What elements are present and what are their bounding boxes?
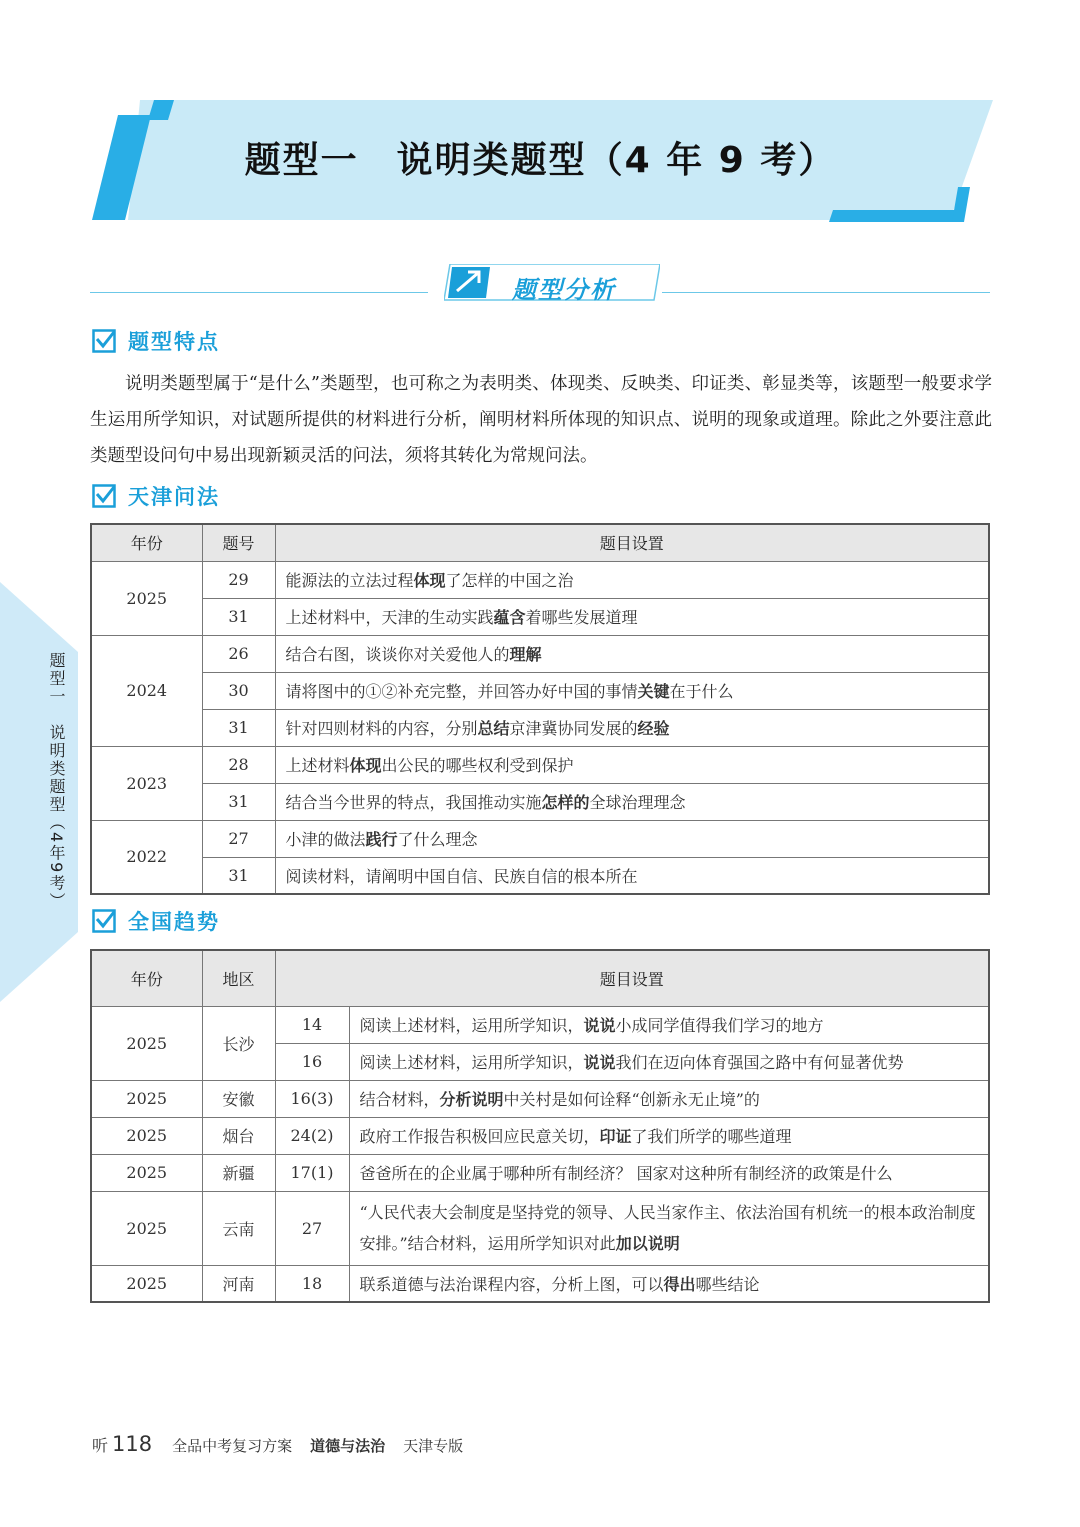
year-cell: 2025	[91, 1265, 202, 1302]
chapter-banner	[88, 100, 993, 225]
question-cell: 阅读材料，请阐明中国自信、民族自信的根本所在	[275, 857, 989, 894]
region-cell: 烟台	[202, 1117, 275, 1154]
number-cell: 31	[202, 709, 275, 746]
question-cell: 上述材料体现出公民的哪些权利受到保护	[275, 746, 989, 783]
analysis-label: 题型分析	[512, 276, 616, 304]
header-region: 地区	[202, 950, 275, 1006]
number-cell: 31	[202, 783, 275, 820]
side-tab-label: 题型一 说明类题型（4年9考）	[47, 652, 66, 911]
number-cell: 16(3)	[275, 1080, 349, 1117]
features-heading-label: 题型特点	[128, 330, 220, 354]
header-question: 题目设置	[275, 950, 989, 1006]
number-cell: 31	[202, 598, 275, 635]
question-cell: 上述材料中，天津的生动实践蕴含着哪些发展道理	[275, 598, 989, 635]
number-cell: 28	[202, 746, 275, 783]
table-row	[91, 783, 989, 820]
number-cell: 26	[202, 635, 275, 672]
divider-line-right	[662, 292, 990, 293]
question-cell: 结合当今世界的特点，我国推动实施怎样的全球治理理念	[275, 783, 989, 820]
header-question: 题目设置	[275, 524, 989, 561]
national-table	[90, 949, 990, 1303]
checkbox-icon	[92, 909, 116, 933]
table-row	[91, 1117, 989, 1154]
checkbox-icon	[92, 484, 116, 508]
header-year: 年份	[91, 950, 202, 1006]
year-cell: 2025	[91, 1191, 202, 1265]
region-cell: 长沙	[202, 1006, 275, 1080]
edition-name: 天津专版	[403, 1437, 464, 1455]
region-cell: 新疆	[202, 1154, 275, 1191]
year-cell: 2025	[91, 1117, 202, 1154]
question-cell: 小津的做法践行了什么理念	[275, 820, 989, 857]
features-heading	[92, 326, 220, 356]
question-cell: 结合材料，分析说明中关村是如何诠释“创新永无止境”的	[349, 1080, 989, 1117]
year-cell: 2023	[91, 746, 202, 820]
national-heading-label: 全国趋势	[128, 910, 220, 934]
question-cell: 阅读上述材料，运用所学知识，说说我们在迈向体育强国之路中有何显著优势	[349, 1043, 989, 1080]
number-cell: 30	[202, 672, 275, 709]
number-cell: 24(2)	[275, 1117, 349, 1154]
table-row	[91, 635, 989, 672]
page-footer	[92, 1432, 463, 1462]
question-cell: 能源法的立法过程体现了怎样的中国之治	[275, 561, 989, 598]
number-cell: 17(1)	[275, 1154, 349, 1191]
table-row	[91, 709, 989, 746]
table-row	[91, 1006, 989, 1043]
year-cell: 2025	[91, 1080, 202, 1117]
year-cell: 2024	[91, 635, 202, 746]
header-year: 年份	[91, 524, 202, 561]
series-name: 全品中考复习方案	[172, 1437, 293, 1455]
number-cell: 16	[275, 1043, 349, 1080]
year-cell: 2025	[91, 561, 202, 635]
question-cell: 爸爸所在的企业属于哪种所有制经济？ 国家对这种所有制经济的政策是什么	[349, 1154, 989, 1191]
national-heading	[92, 906, 220, 936]
divider-line-left	[90, 292, 428, 293]
page-number: 118	[112, 1432, 153, 1456]
question-cell: 阅读上述材料，运用所学知识，说说小成同学值得我们学习的地方	[349, 1006, 989, 1043]
number-cell: 27	[202, 820, 275, 857]
table-row	[91, 672, 989, 709]
table-row	[91, 598, 989, 635]
tianjin-table	[90, 523, 990, 895]
table-row	[91, 1191, 989, 1265]
year-cell: 2025	[91, 1154, 202, 1191]
table-row	[91, 1265, 989, 1302]
question-cell: 针对四则材料的内容，分别总结京津冀协同发展的经验	[275, 709, 989, 746]
tianjin-heading-label: 天津问法	[128, 485, 220, 509]
table-row	[91, 1080, 989, 1117]
features-paragraph: 说明类题型属于“是什么”类题型，也可称之为表明类、体现类、反映类、印证类、彰显类等，该题型一般要求学生运用所学知识，对试题所提供的材料进行分析，阐明材料所体现的知识点、说明的现象或道理。除此之外要注意此类题型设问句中易出现新颖灵活的问法，须将其转化为常规问法。	[90, 374, 992, 466]
checkbox-icon	[92, 329, 116, 353]
region-cell: 河南	[202, 1265, 275, 1302]
number-cell: 29	[202, 561, 275, 598]
subject-name: 道德与法治	[310, 1437, 386, 1455]
question-cell: 结合右图，谈谈你对关爱他人的理解	[275, 635, 989, 672]
number-cell: 31	[202, 857, 275, 894]
question-cell: 政府工作报告积极回应民意关切，印证了我们所学的哪些道理	[349, 1117, 989, 1154]
table-header-row	[91, 950, 989, 1006]
year-cell: 2025	[91, 1006, 202, 1080]
tianjin-heading	[92, 481, 220, 511]
listen-label: 听	[92, 1436, 109, 1455]
table-header-row	[91, 524, 989, 561]
table-row	[91, 561, 989, 598]
table-row	[91, 857, 989, 894]
table-row	[91, 820, 989, 857]
number-cell: 18	[275, 1265, 349, 1302]
question-cell: “人民代表大会制度是坚持党的领导、人民当家作主、依法治国有机统一的根本政治制度安排。”结合材料，运用所学知识对此加以说明	[349, 1191, 989, 1265]
region-cell: 安徽	[202, 1080, 275, 1117]
year-cell: 2022	[91, 820, 202, 894]
region-cell: 云南	[202, 1191, 275, 1265]
chapter-title: 题型一 说明类题型（4 年 9 考）	[244, 140, 837, 181]
question-cell: 联系道德与法治课程内容，分析上图，可以得出哪些结论	[349, 1265, 989, 1302]
number-cell: 27	[275, 1191, 349, 1265]
header-number: 题号	[202, 524, 275, 561]
question-cell: 请将图中的①②补充完整，并回答办好中国的事情关键在于什么	[275, 672, 989, 709]
number-cell: 14	[275, 1006, 349, 1043]
table-row	[91, 1154, 989, 1191]
table-row	[91, 746, 989, 783]
